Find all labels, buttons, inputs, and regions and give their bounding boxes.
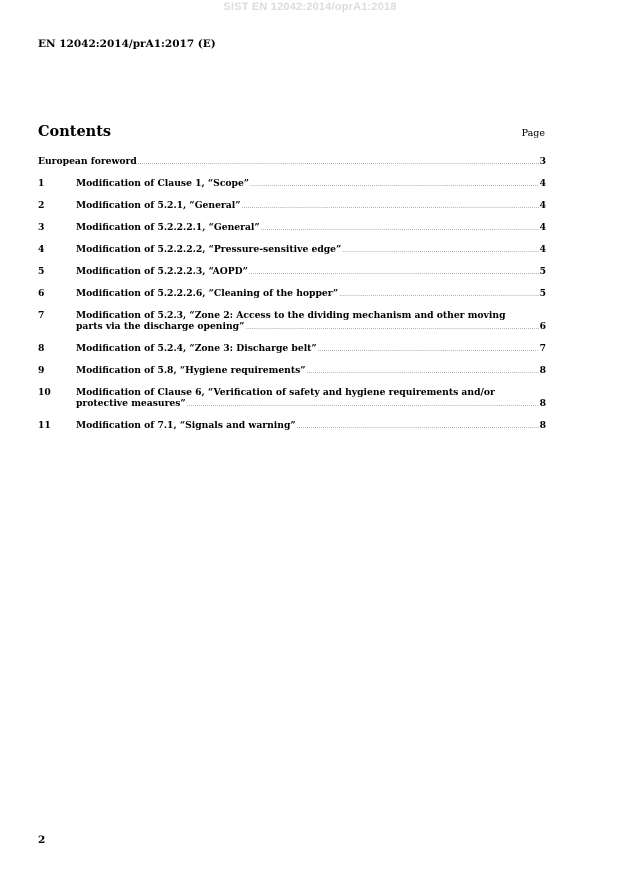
toc-entry-body: [76, 266, 546, 279]
toc-entry-title: Modification of 5.2.4, “Zone 3: Discharge belt”: [76, 343, 317, 354]
toc-entry-line: [76, 387, 546, 398]
toc-entry-number: 7: [38, 310, 45, 321]
toc-entry-body: [76, 178, 546, 191]
toc-entry-line: [76, 343, 546, 356]
toc-entry-number: 4: [38, 244, 45, 255]
toc-entry-line: [76, 321, 546, 334]
toc-entry-line: [76, 266, 546, 279]
toc-entry-line: [76, 398, 546, 411]
page-number: 2: [38, 834, 46, 846]
table-of-contents: [38, 156, 546, 442]
toc-entry[interactable]: [38, 244, 546, 257]
toc-entry-body: [76, 343, 546, 356]
toc-entry[interactable]: [38, 222, 546, 235]
toc-entry-page: 5: [539, 266, 546, 277]
toc-entry-page: 4: [539, 200, 546, 211]
toc-entry[interactable]: [38, 420, 546, 433]
toc-entry-body: [76, 310, 546, 334]
toc-leader-dots: [250, 180, 538, 191]
toc-entry-line: [38, 156, 546, 169]
toc-entry-page: 6: [539, 321, 546, 332]
toc-entry-page: 8: [539, 420, 546, 431]
toc-leader-dots: [297, 422, 539, 433]
toc-entry-number: 2: [38, 200, 45, 211]
toc-entry[interactable]: [38, 387, 546, 411]
toc-leader-dots: [342, 246, 538, 257]
toc-entry-title: protective measures”: [76, 398, 186, 409]
toc-entry-body: [76, 288, 546, 301]
toc-entry-number: 1: [38, 178, 45, 189]
toc-entry-title: Modification of 5.8, “Hygiene requirements”: [76, 365, 306, 376]
toc-leader-dots: [318, 345, 539, 356]
toc-entry-title: Modification of 5.2.3, “Zone 2: Access to the dividing mechanism and other moving: [76, 310, 506, 321]
toc-leader-dots: [138, 158, 539, 169]
toc-entry-page: 5: [539, 288, 546, 299]
watermark: SIST EN 12042:2014/oprA1:2018: [223, 1, 397, 13]
toc-entry[interactable]: [38, 178, 546, 191]
toc-entry-line: [76, 310, 546, 321]
toc-entry-body: [76, 365, 546, 378]
toc-entry-line: [76, 365, 546, 378]
toc-entry-number: 5: [38, 266, 45, 277]
toc-entry-title: Modification of 7.1, “Signals and warning”: [76, 420, 296, 431]
document-reference: EN 12042:2014/prA1:2017 (E): [38, 38, 216, 50]
toc-entry-title: Modification of 5.2.2.2.2, “Pressure-sensitive edge”: [76, 244, 342, 255]
toc-entry-line: [76, 288, 546, 301]
toc-entry-page: 8: [539, 398, 546, 409]
toc-entry[interactable]: [38, 365, 546, 378]
toc-entry-number: 11: [38, 420, 51, 431]
toc-leader-dots: [249, 268, 539, 279]
toc-entry[interactable]: [38, 200, 546, 213]
toc-entry-body: [76, 244, 546, 257]
toc-entry[interactable]: [38, 266, 546, 279]
toc-entry-line: [76, 222, 546, 235]
toc-entry-body: [76, 222, 546, 235]
toc-entry-number: 10: [38, 387, 51, 398]
toc-entry-title: Modification of 5.2.1, “General”: [76, 200, 241, 211]
toc-entry-body: [38, 156, 546, 169]
toc-entry-page: 4: [539, 244, 546, 255]
toc-entry-page: 8: [539, 365, 546, 376]
toc-leader-dots: [245, 323, 538, 334]
toc-entry-number: 8: [38, 343, 45, 354]
toc-leader-dots: [187, 400, 539, 411]
toc-entry-page: 7: [539, 343, 546, 354]
toc-leader-dots: [261, 224, 539, 235]
toc-entry-title: parts via the discharge opening”: [76, 321, 245, 332]
toc-leader-dots: [307, 367, 539, 378]
toc-entry[interactable]: [38, 343, 546, 356]
toc-entry-title: Modification of 5.2.2.2.1, “General”: [76, 222, 260, 233]
toc-entry-body: [76, 420, 546, 433]
toc-entry[interactable]: [38, 156, 546, 169]
toc-leader-dots: [339, 290, 538, 301]
toc-entry-line: [76, 200, 546, 213]
toc-entry-body: [76, 200, 546, 213]
toc-entry-line: [76, 178, 546, 191]
toc-leader-dots: [242, 202, 539, 213]
toc-entry-number: 9: [38, 365, 45, 376]
toc-entry[interactable]: [38, 310, 546, 334]
toc-entry-line: [76, 244, 546, 257]
toc-entry[interactable]: [38, 288, 546, 301]
toc-entry-page: 4: [539, 178, 546, 189]
toc-entry-page: 4: [539, 222, 546, 233]
toc-entry-title: Modification of 5.2.2.2.3, “AOPD”: [76, 266, 248, 277]
toc-entry-title: Modification of 5.2.2.2.6, “Cleaning of the hopper”: [76, 288, 339, 299]
toc-entry-title: European foreword: [38, 156, 137, 167]
toc-entry-page: 3: [539, 156, 546, 167]
toc-entry-number: 6: [38, 288, 45, 299]
toc-entry-line: [76, 420, 546, 433]
toc-entry-number: 3: [38, 222, 45, 233]
toc-entry-title: Modification of Clause 1, “Scope”: [76, 178, 250, 189]
page-column-label: Page: [521, 128, 545, 139]
toc-entry-title: Modification of Clause 6, “Verification of safety and hygiene requirements and/or: [76, 387, 495, 398]
contents-heading: Contents: [38, 123, 112, 140]
toc-entry-body: [76, 387, 546, 411]
